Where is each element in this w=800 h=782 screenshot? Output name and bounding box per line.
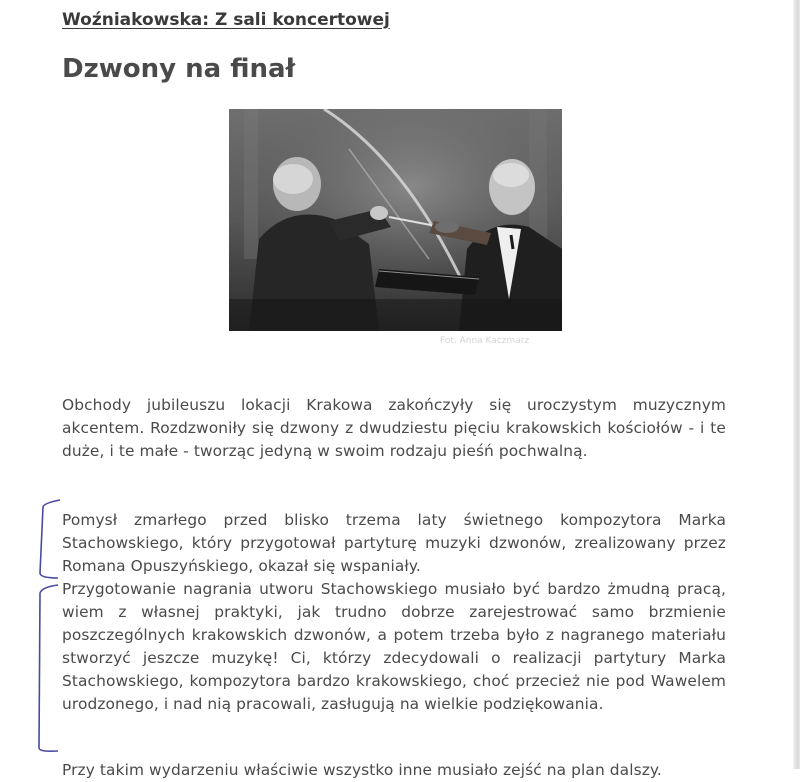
margin-bracket-lower xyxy=(39,585,58,751)
margin-bracket-upper xyxy=(40,500,60,578)
section-title: Woźniakowska: Z sali koncertowej xyxy=(62,10,390,30)
article-photo xyxy=(229,109,562,331)
article-paragraph: Pomysł zmarłego przed blisko trzema laty świetnego kompozytora Marka Stachowskiego, który przygotował partyturę muzyki dzwonów, zrealizowany przez Romana Opuszyńskiego, okazał się wspaniały. xyxy=(62,511,726,575)
article-paragraph: Obchody jubileuszu lokacji Krakowa zakończyły się uroczystym muzycznym akcentem. Rozdzwoniły się dzwony z dwudziestu pięciu krakowskich kościołów - i te duże, i te małe - tworząc jedyną w swoim rodzaju pieśń pochwalną. xyxy=(62,396,726,460)
article-paragraph-cut-off: Przy takim wydarzeniu właściwie wszystko inne musiało zejść na plan dalszy. xyxy=(62,761,662,779)
photo-credit: Fot. Anna Kaczmarz xyxy=(440,336,530,346)
article-headline: Dzwony na finał xyxy=(62,54,296,84)
article-paragraph: Przygotowanie nagrania utworu Stachowskiego musiało być bardzo żmudną pracą, wiem z własnej praktyki, jak trudno dobrze zarejestrować samo brzmienie poszczególnych krakowskich dzwonów, a potem trzeba było z nagranego materiału stworzyć jeszcze muzykę! Ci, którzy zdecydowali o realizacji partytury Marka Stachowskiego, kompozytora bardzo krakowskiego, choć przecież nie pod Wawelem urodzonego, i nad nią pracowali, zasługują na wielkie podziękowania. xyxy=(62,580,726,713)
scan-edge xyxy=(793,0,800,769)
